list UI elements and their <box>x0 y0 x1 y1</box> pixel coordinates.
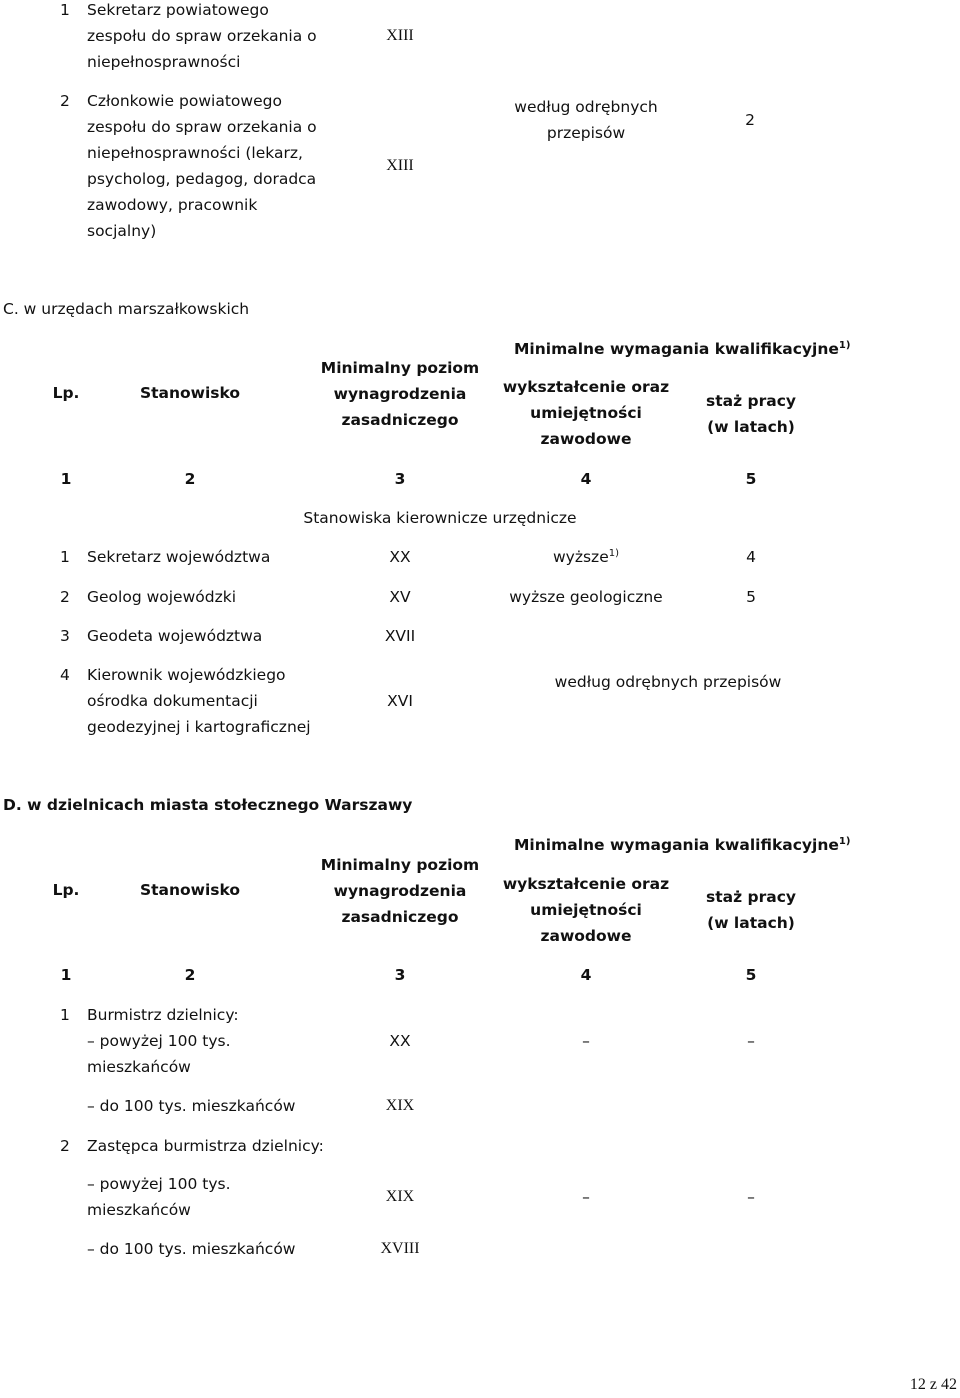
sub-position-label: – powyżej 100 tys. <box>87 1175 231 1193</box>
row-number: 1 <box>60 548 70 566</box>
position-name: ośrodka dokumentacji <box>87 692 258 710</box>
header-wymagania: Minimalne wymagania kwalifikacyjne$^{1)}$ <box>514 340 851 358</box>
header-staz: (w latach) <box>707 914 795 932</box>
sub-position-label: – do 100 tys. mieszkańców <box>87 1097 296 1115</box>
position-name: zespołu do spraw orzekania o <box>87 27 317 45</box>
header-wyksztalcenie: wykształcenie oraz <box>502 378 670 396</box>
header-staz: (w latach) <box>707 418 795 436</box>
header-poziom: wynagrodzenia <box>333 882 467 900</box>
section-heading: D. w dzielnicach miasta stołecznego Warszawy <box>3 796 413 814</box>
header-staz: staż pracy <box>705 888 796 906</box>
education-requirement: według odrębnych <box>514 98 658 116</box>
position-name: zawodowy, pracownik <box>87 196 258 214</box>
row-number: 2 <box>60 92 70 110</box>
column-number: 4 <box>580 470 592 488</box>
salary-level: XIX <box>385 1097 415 1114</box>
header-poziom: Minimalny poziom <box>320 856 480 874</box>
salary-level: XIII <box>386 157 414 174</box>
salary-level: XIII <box>386 27 414 44</box>
experience-years: 4 <box>746 548 756 566</box>
page-number: 12 z 42 <box>909 1376 957 1393</box>
header-staz: staż pracy <box>705 392 796 410</box>
position-name: niepełnosprawności (lekarz, <box>87 144 303 162</box>
header-wyksztalcenie: zawodowe <box>540 927 632 945</box>
header-poziom: Minimalny poziom <box>320 359 480 377</box>
row-number: 3 <box>60 627 70 645</box>
header-poziom: wynagrodzenia <box>333 385 467 403</box>
position-name: Zastępca burmistrza dzielnicy: <box>87 1137 324 1155</box>
sub-position-label: – do 100 tys. mieszkańców <box>87 1240 296 1258</box>
salary-level: XX <box>389 548 411 566</box>
row-number: 2 <box>60 588 70 606</box>
sub-position-label: – powyżej 100 tys. <box>87 1032 231 1050</box>
experience-years: 5 <box>746 588 756 606</box>
experience-years: – <box>747 1188 755 1206</box>
education-requirement: wyższe geologiczne <box>509 588 663 606</box>
header-lp: Lp. <box>52 384 80 402</box>
education-requirement: wyższe$^{1)}$ <box>553 548 619 566</box>
position-name: zespołu do spraw orzekania o <box>87 118 317 136</box>
header-wymagania: Minimalne wymagania kwalifikacyjne$^{1)}$ <box>514 836 851 854</box>
position-name: Sekretarz powiatowego <box>87 1 269 19</box>
column-number: 3 <box>394 966 406 984</box>
position-name: Kierownik wojewódzkiego <box>87 666 286 684</box>
header-wyksztalcenie: wykształcenie oraz <box>502 875 670 893</box>
position-name: Burmistrz dzielnicy: <box>87 1006 239 1024</box>
row-number: 2 <box>60 1137 70 1155</box>
salary-level: XX <box>389 1032 411 1050</box>
column-number: 4 <box>580 966 592 984</box>
position-name: Geodeta województwa <box>87 627 263 645</box>
column-number: 2 <box>184 966 196 984</box>
header-poziom: zasadniczego <box>341 411 459 429</box>
salary-level: XVI <box>387 692 413 710</box>
header-wyksztalcenie: umiejętności <box>530 901 642 919</box>
row-number: 1 <box>60 1 70 19</box>
column-number: 1 <box>60 470 72 488</box>
experience-years: – <box>747 1032 755 1050</box>
salary-level: XVII <box>384 627 416 645</box>
position-name: niepełnosprawności <box>87 53 241 71</box>
header-poziom: zasadniczego <box>341 908 459 926</box>
position-name: Sekretarz województwa <box>87 548 271 566</box>
header-stanowisko: Stanowisko <box>139 881 241 899</box>
position-name: geodezyjnej i kartograficznej <box>87 718 311 736</box>
header-stanowisko: Stanowisko <box>139 384 241 402</box>
row-number: 4 <box>60 666 70 684</box>
table-subheading: Stanowiska kierownicze urzędnicze <box>303 509 577 527</box>
salary-level: XIX <box>385 1188 415 1205</box>
column-number: 3 <box>394 470 406 488</box>
row-number: 1 <box>60 1006 70 1024</box>
column-number: 1 <box>60 966 72 984</box>
experience-years: 2 <box>745 111 755 129</box>
sub-position-label: mieszkańców <box>87 1201 191 1219</box>
education-requirement: – <box>582 1188 590 1206</box>
education-requirement: – <box>582 1032 590 1050</box>
education-requirement: przepisów <box>546 124 626 142</box>
column-number: 2 <box>184 470 196 488</box>
header-lp: Lp. <box>52 881 80 899</box>
column-number: 5 <box>745 470 757 488</box>
header-wyksztalcenie: umiejętności <box>530 404 642 422</box>
header-wyksztalcenie: zawodowe <box>540 430 632 448</box>
position-name: Członkowie powiatowego <box>87 92 282 110</box>
salary-level: XVIII <box>380 1240 420 1257</box>
salary-level: XV <box>389 588 411 606</box>
section-heading: C. w urzędach marszałkowskich <box>3 300 250 318</box>
column-number: 5 <box>745 966 757 984</box>
position-name: socjalny) <box>87 222 157 240</box>
position-name: psycholog, pedagog, doradca <box>87 170 317 188</box>
position-name: Geolog wojewódzki <box>87 588 237 606</box>
sub-position-label: mieszkańców <box>87 1058 191 1076</box>
merged-requirements: według odrębnych przepisów <box>554 673 782 691</box>
